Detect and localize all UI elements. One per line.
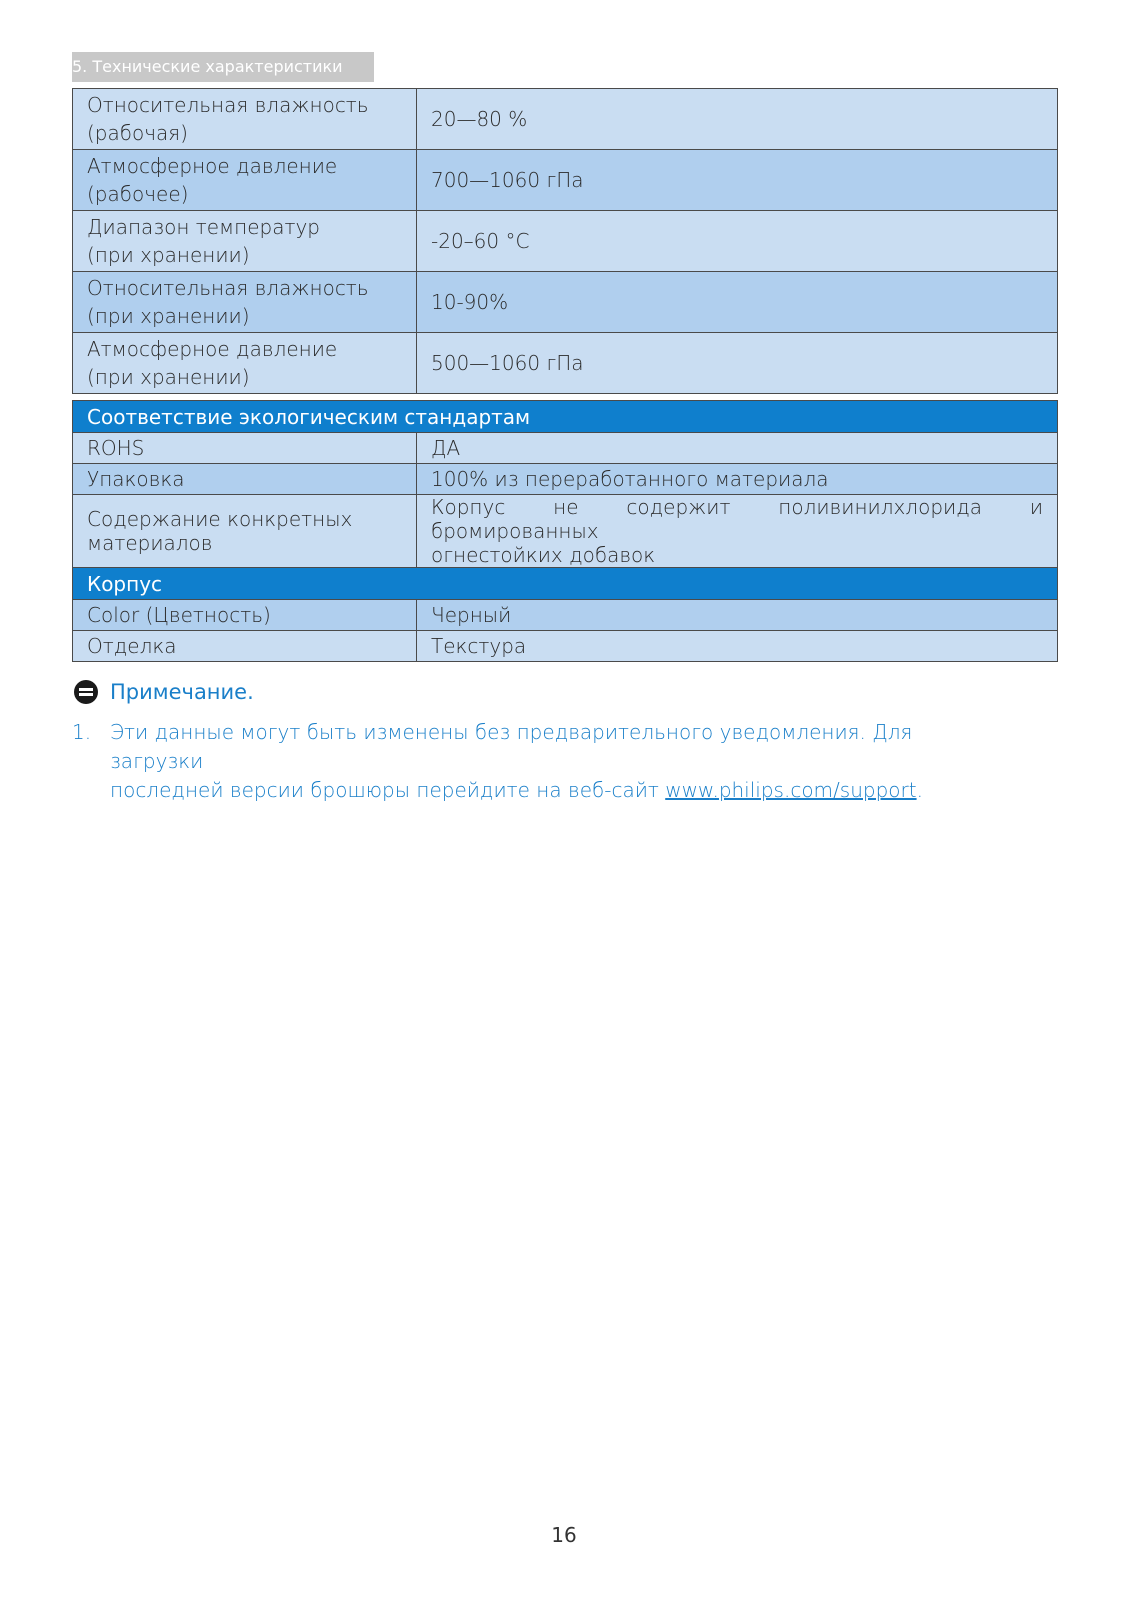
table-row [73, 211, 1058, 272]
table-row [73, 495, 1058, 568]
row-label: Содержание конкретных материалов [73, 495, 417, 568]
table-row [73, 600, 1058, 631]
page-number: 16 [551, 1523, 577, 1547]
row-value: Черный [417, 600, 1058, 631]
note-icon [74, 680, 98, 704]
note-title: Примечание. [110, 680, 254, 704]
section-tag: 5. Технические характеристики [72, 52, 374, 82]
row-value: 500—1060 гПа [417, 333, 1058, 394]
cabinet-header-row [73, 568, 1058, 600]
table-row [73, 464, 1058, 495]
table-row [73, 333, 1058, 394]
row-value: Текстура [417, 631, 1058, 662]
note-heading [74, 680, 254, 704]
eco-header-row [73, 401, 1058, 433]
row-value: 20—80 % [417, 89, 1058, 150]
eco-header: Соответствие экологическим стандартам [73, 401, 1058, 433]
row-label: Относительная влажность (при хранении) [73, 272, 417, 333]
row-value: ДА [417, 433, 1058, 464]
row-value: 100% из переработанного материала [417, 464, 1058, 495]
row-value: Корпус не содержит поливинилхлорида и бромированных огнестойких добавок [417, 495, 1058, 568]
eco-cabinet-table [72, 400, 1058, 662]
environment-table [72, 88, 1058, 394]
row-value: 700—1060 гПа [417, 150, 1058, 211]
note-item-number: 1. [72, 720, 92, 744]
cabinet-header: Корпус [73, 568, 1058, 600]
row-value: 10-90% [417, 272, 1058, 333]
table-row [73, 272, 1058, 333]
row-label: Упаковка [73, 464, 417, 495]
table-row [73, 433, 1058, 464]
table-row [73, 150, 1058, 211]
table-row [73, 631, 1058, 662]
table-row [73, 89, 1058, 150]
row-label: ROHS [73, 433, 417, 464]
row-label: Отделка [73, 631, 417, 662]
row-label: Диапазон температур (при хранении) [73, 211, 417, 272]
note-item-text: Эти данные могут быть изменены без предварительного уведомления. Для загрузки последней версии брошюры перейдите на веб-сайт www.philips.com/support. [110, 720, 923, 802]
row-label: Атмосферное давление (рабочее) [73, 150, 417, 211]
row-value: -20–60 °C [417, 211, 1058, 272]
row-label: Относительная влажность (рабочая) [73, 89, 417, 150]
note-item [72, 718, 972, 805]
row-label: Color (Цветность) [73, 600, 417, 631]
row-label: Атмосферное давление (при хранении) [73, 333, 417, 394]
support-link[interactable]: www.philips.com/support [665, 778, 917, 802]
